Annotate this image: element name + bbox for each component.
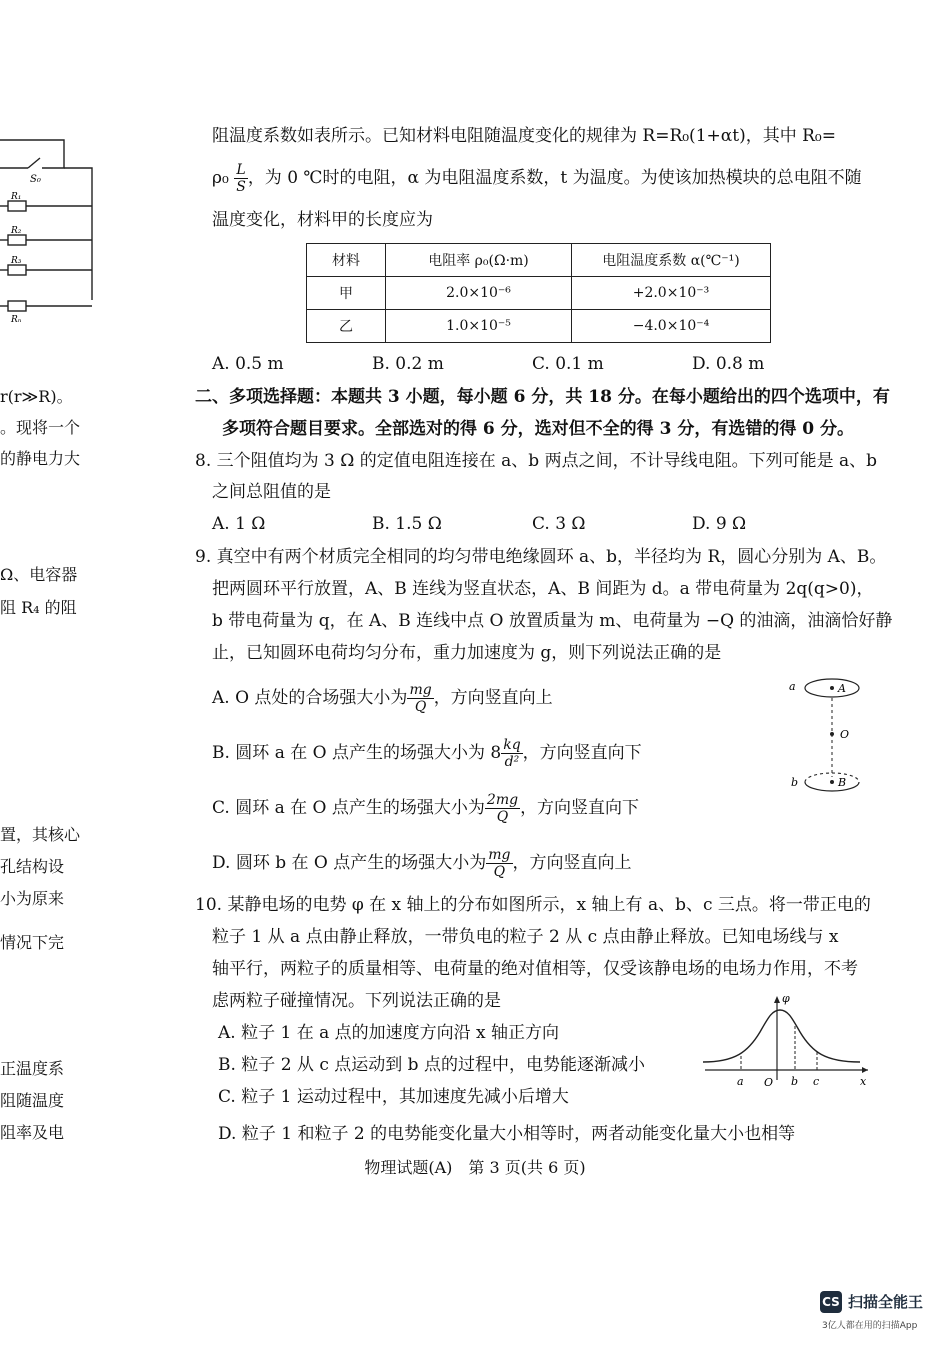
label-b: b bbox=[791, 776, 799, 789]
circuit-s0: S₀ bbox=[30, 174, 41, 185]
q9-option-a-direction: ，方向竖直向上 bbox=[433, 688, 553, 708]
label-x: x bbox=[860, 1075, 867, 1088]
table-header: 电阻温度系数 α(℃⁻¹) bbox=[572, 244, 771, 277]
left-fragment: 置，其核心 bbox=[0, 825, 81, 844]
circuit-r1: R₁ bbox=[11, 192, 22, 202]
q9-option-c-fraction bbox=[485, 792, 520, 825]
camscanner-title: 扫描全能王 bbox=[848, 1293, 924, 1311]
potential-curve bbox=[703, 1010, 860, 1062]
material-table bbox=[306, 243, 771, 343]
left-fragment: 情况下完 bbox=[0, 933, 65, 952]
left-fragment: 正温度系 bbox=[0, 1059, 65, 1078]
fraction-denominator: Q bbox=[493, 864, 506, 880]
fraction-numerator: L bbox=[234, 162, 248, 179]
table-cell: +2.0×10⁻³ bbox=[572, 277, 771, 310]
q8-option-c: C. 3 Ω bbox=[532, 514, 586, 534]
section2-heading-2: 多项符合题目要求。全部选对的得 6 分，选对但不全的得 3 分，有选错的得 0 分。 bbox=[222, 419, 854, 439]
q10-option-b: B. 粒子 2 从 c 点运动到 b 点的过程中，电势能逐渐减小 bbox=[218, 1055, 645, 1075]
left-fragment: 孔结构设 bbox=[0, 857, 65, 876]
left-fragment: 小为原来 bbox=[0, 889, 65, 908]
q8-line-2: 之间总阻值的是 bbox=[212, 482, 331, 502]
camscanner-subtitle: 3亿人都在用的扫描App bbox=[822, 1321, 918, 1331]
q7-line-2-text: ，为 0 ℃时的电阻，α 为电阻温度系数，t 为温度。为使该加热模块的总电阻不随 bbox=[247, 168, 862, 188]
q9-option-d bbox=[212, 847, 632, 880]
table-cell: 1.0×10⁻⁵ bbox=[386, 310, 572, 343]
q7-option-c: C. 0.1 m bbox=[532, 354, 604, 374]
q9-option-b-text: B. 圆环 a 在 O 点产生的场强大小为 8 bbox=[212, 743, 502, 763]
q9-option-b-fraction bbox=[501, 737, 522, 770]
label-phi: φ bbox=[782, 992, 790, 1005]
q10-line-4: 虑两粒子碰撞情况。下列说法正确的是 bbox=[212, 991, 501, 1011]
x-axis-arrow bbox=[862, 1067, 868, 1073]
fraction-numerator: kq bbox=[503, 737, 521, 753]
label-A: A bbox=[838, 682, 846, 695]
page-footer: 物理试题(A) 第 3 页(共 6 页) bbox=[364, 1158, 586, 1177]
q9-option-b-direction: ，方向竖直向下 bbox=[522, 743, 642, 763]
label-c: c bbox=[813, 1075, 820, 1088]
potential-graph bbox=[700, 990, 875, 1090]
table-row bbox=[307, 277, 771, 310]
rho-symbol: ρ₀ bbox=[212, 168, 229, 188]
q9-line-3: b 带电荷量为 q，在 A、B 连线中点 O 放置质量为 m、电荷量为 −Q 的油滴，油滴恰好静 bbox=[212, 611, 893, 631]
q9-option-d-text: D. 圆环 b 在 O 点产生的场强大小为 bbox=[212, 853, 487, 873]
q9-option-b bbox=[212, 737, 642, 770]
q10-line-1: 10. 某静电场的电势 φ 在 x 轴上的分布如图所示，x 轴上有 a、b、c 三点。将一带正电的 bbox=[195, 895, 871, 915]
label-B: B bbox=[838, 776, 847, 789]
section2-heading-1: 二、多项选择题：本题共 3 小题，每小题 6 分，共 18 分。在每小题给出的四个选项中，有 bbox=[195, 387, 890, 407]
label-O: O bbox=[840, 728, 850, 741]
q8-line-1: 8. 三个阻值均为 3 Ω 的定值电阻连接在 a、b 两点之间，不计导线电阻。下列可能是 a、b bbox=[195, 451, 877, 471]
q7-option-d: D. 0.8 m bbox=[692, 354, 765, 374]
circuit-r2: R₂ bbox=[11, 226, 22, 236]
q7-option-a: A. 0.5 m bbox=[212, 354, 284, 374]
q8-option-b: B. 1.5 Ω bbox=[372, 514, 442, 534]
label-b: b bbox=[791, 1075, 799, 1088]
q9-line-4: 止，已知圆环电荷均匀分布，重力加速度为 g，则下列说法正确的是 bbox=[212, 643, 722, 663]
fraction-numerator: mg bbox=[409, 682, 432, 698]
l-over-s-fraction bbox=[234, 162, 248, 195]
q9-line-2: 把两圆环平行放置，A、B 连线为竖直状态，A、B 间距为 d。a 带电荷量为 2q(q>0)， bbox=[212, 579, 874, 599]
fraction-numerator: 2mg bbox=[486, 792, 519, 808]
fraction-denominator: Q bbox=[496, 809, 509, 825]
circuit-rn: Rₙ bbox=[11, 315, 22, 325]
q9-option-c-direction: ，方向竖直向下 bbox=[520, 798, 640, 818]
circuit-r3: R₃ bbox=[11, 256, 22, 266]
q9-option-a-fraction bbox=[407, 682, 433, 715]
q10-option-a: A. 粒子 1 在 a 点的加速度方向沿 x 轴正方向 bbox=[218, 1023, 560, 1043]
fraction-numerator: mg bbox=[488, 847, 511, 863]
q9-option-a-text: A. O 点处的合场强大小为 bbox=[212, 688, 408, 708]
point-o-dot bbox=[830, 732, 834, 736]
q7-line-1: 阻温度系数如表所示。已知材料电阻随温度变化的规律为 R=R₀(1+αt)，其中 R₀= bbox=[212, 126, 836, 146]
left-fragment: 阻 R₄ 的阻 bbox=[0, 598, 77, 617]
q10-line-2: 粒子 1 从 a 点由静止释放，一带负电的粒子 2 从 c 点由静止释放。已知电场线与 x bbox=[212, 927, 839, 947]
table-cell: 乙 bbox=[307, 310, 386, 343]
q7-line-2 bbox=[212, 162, 862, 195]
label-a: a bbox=[737, 1075, 744, 1088]
q9-option-d-direction: ，方向竖直向上 bbox=[512, 853, 632, 873]
table-row bbox=[307, 310, 771, 343]
q10-line-3: 轴平行，两粒子的质量相等、电荷量的绝对值相等，仅受该静电场的电场力作用，不考 bbox=[212, 959, 858, 979]
q10-option-d: D. 粒子 1 和粒子 2 的电势能变化量大小相等时，两者动能变化量大小也相等 bbox=[218, 1124, 796, 1144]
fraction-denominator: Q bbox=[414, 699, 427, 715]
q7-option-b: B. 0.2 m bbox=[372, 354, 444, 374]
table-cell: −4.0×10⁻⁴ bbox=[572, 310, 771, 343]
left-fragment: 阻随温度 bbox=[0, 1091, 65, 1110]
left-fragment: 的静电力大 bbox=[0, 449, 81, 468]
table-cell: 2.0×10⁻⁶ bbox=[386, 277, 572, 310]
table-header-row bbox=[307, 244, 771, 277]
left-fragment: r(r≫R)。 bbox=[0, 387, 73, 406]
fraction-denominator: d² bbox=[504, 754, 520, 770]
q9-option-d-fraction bbox=[486, 847, 512, 880]
center-a-dot bbox=[830, 686, 834, 690]
rings-figure bbox=[785, 672, 865, 800]
label-O: O bbox=[764, 1076, 774, 1089]
left-fragment: 。现将一个 bbox=[0, 418, 81, 437]
phi-axis-arrow bbox=[774, 996, 780, 1003]
q9-option-c-text: C. 圆环 a 在 O 点产生的场强大小为 bbox=[212, 798, 485, 818]
left-fragment: Ω、电容器 bbox=[0, 565, 78, 584]
q8-option-a: A. 1 Ω bbox=[212, 514, 266, 534]
q8-option-d: D. 9 Ω bbox=[692, 514, 747, 534]
table-header: 材料 bbox=[307, 244, 386, 277]
left-fragment: 阻率及电 bbox=[0, 1123, 65, 1142]
camscanner-logo-icon: CS bbox=[820, 1291, 842, 1313]
q10-option-c: C. 粒子 1 运动过程中，其加速度先减小后增大 bbox=[218, 1087, 569, 1107]
q9-line-1: 9. 真空中有两个材质完全相同的均匀带电绝缘圆环 a、b，半径均为 R，圆心分别为 A、B。 bbox=[195, 547, 887, 567]
center-b-dot bbox=[830, 780, 834, 784]
q7-line-3: 温度变化，材料甲的长度应为 bbox=[212, 210, 433, 230]
label-a: a bbox=[789, 680, 796, 693]
circuit-diagram bbox=[0, 130, 100, 330]
q9-option-c bbox=[212, 792, 639, 825]
fraction-denominator: S bbox=[236, 179, 246, 195]
q9-option-a bbox=[212, 682, 553, 715]
table-cell: 甲 bbox=[307, 277, 386, 310]
table-header: 电阻率 ρ₀(Ω·m) bbox=[386, 244, 572, 277]
